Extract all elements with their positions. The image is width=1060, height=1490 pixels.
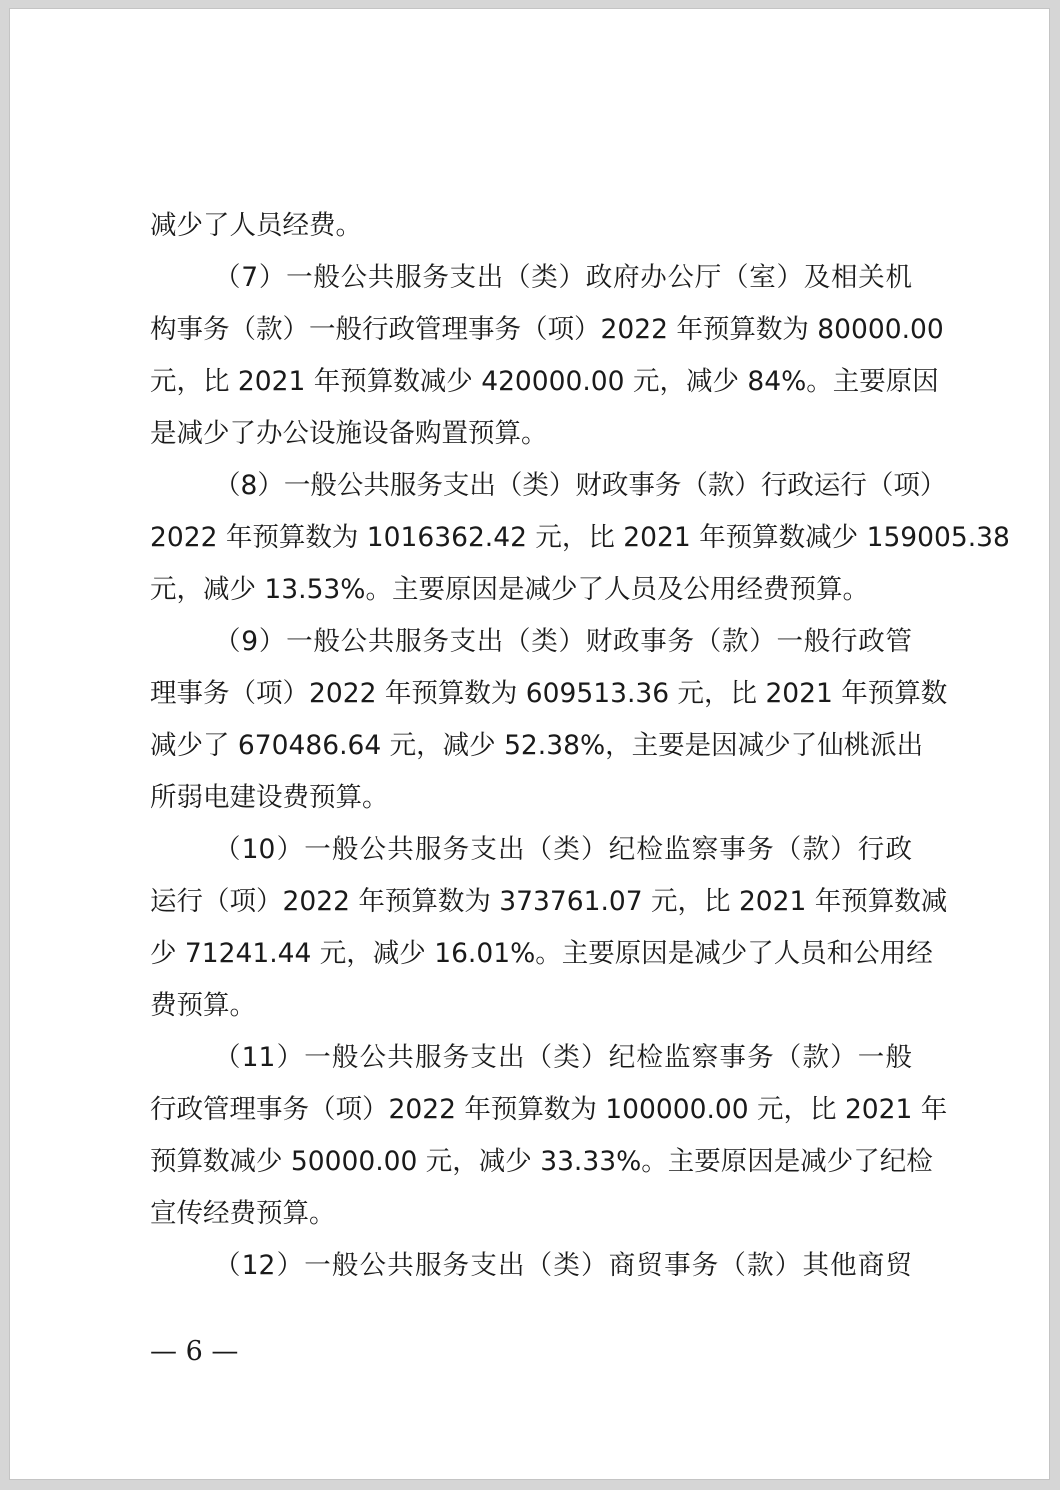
paragraph-11-first-line: （11）一般公共服务支出（类）纪检监察事务（款）一般: [214, 1042, 912, 1073]
text-line: 预算数减少 50000.00 元，减少 33.33%。主要原因是减少了纪检: [150, 1146, 933, 1177]
text-line: 行政管理事务（项）2022 年预算数为 100000.00 元，比 2021 年: [150, 1094, 948, 1125]
paragraph-7-first-line: （7）一般公共服务支出（类）政府办公厅（室）及相关机: [214, 262, 912, 293]
text-line: 2022 年预算数为 1016362.42 元，比 2021 年预算数减少 159005.38: [150, 522, 1010, 553]
text-line: 元，比 2021 年预算数减少 420000.00 元，减少 84%。主要原因: [150, 366, 939, 397]
text-line: 费预算。: [150, 990, 256, 1021]
paragraph-8-first-line: （8）一般公共服务支出（类）财政事务（款）行政运行（项）: [214, 470, 947, 501]
paragraph-9-first-line: （9）一般公共服务支出（类）财政事务（款）一般行政管: [214, 626, 912, 657]
text-line: 理事务（项）2022 年预算数为 609513.36 元，比 2021 年预算数: [150, 678, 948, 709]
text-line: 构事务（款）一般行政管理事务（项）2022 年预算数为 80000.00: [150, 314, 944, 345]
text-line: 减少了 670486.64 元，减少 52.38%，主要是因减少了仙桃派出: [150, 730, 924, 761]
text-line: 运行（项）2022 年预算数为 373761.07 元，比 2021 年预算数减: [150, 886, 948, 917]
text-line: 宣传经费预算。: [150, 1198, 336, 1229]
paragraph-10-first-line: （10）一般公共服务支出（类）纪检监察事务（款）行政: [214, 834, 912, 865]
paragraph-12-first-line: （12）一般公共服务支出（类）商贸事务（款）其他商贸: [214, 1250, 912, 1281]
text-line: 减少了人员经费。: [150, 210, 362, 241]
page-number: — 6 —: [150, 1336, 239, 1367]
text-line: 少 71241.44 元，减少 16.01%。主要原因是减少了人员和公用经: [150, 938, 933, 969]
text-line: 元，减少 13.53%。主要原因是减少了人员及公用经费预算。: [150, 574, 869, 605]
text-line: 所弱电建设费预算。: [150, 782, 389, 813]
text-line: 是减少了办公设施设备购置预算。: [150, 418, 548, 449]
